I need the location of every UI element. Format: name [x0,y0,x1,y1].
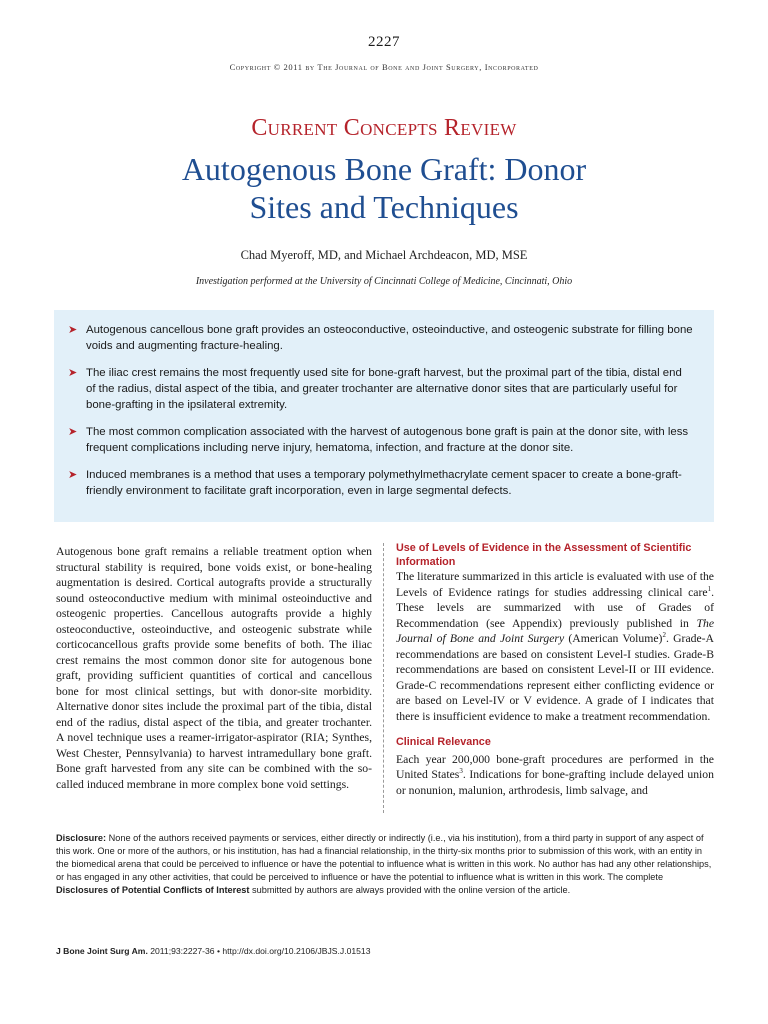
bullet-separator: • [214,946,223,956]
text-run: . Grade-A recommendations are based on consistent Level-I studies. Grade-B recommendations are based on consistent Level-II or III evidence. Grade-C recommendations represent either conflicting evidence or are based on Level-IV or V evidence. A grade of I indicates that there is insufficient evidence to make a treatment recommendation. [396,632,715,723]
summary-item [68,322,694,354]
left-column [56,544,372,792]
footer-citation [56,946,716,956]
summary-item [68,467,694,499]
institution-note: Investigation performed at the University of Cincinnati College of Medicine, Cincinnati, Ohio [195,276,573,287]
right-column [396,542,714,798]
page-number: 2227 [368,34,400,50]
section-heading-levels-of-evidence: Use of Levels of Evidence in the Assessment of Scientific Information [396,542,692,568]
summary-text: The iliac crest remains the most frequently used site for bone-graft harvest, but the proximal part of the tibia, distal end of the radius, distal aspect of the tibia, and greater trochanter are alternative donor sites that are particularly useful for bone-grafting in the ipsilateral extremity. [86,367,682,411]
text-run: Each year 200,000 bone-graft procedures are performed in the United States [396,752,714,781]
title-line-2: Sites and Techniques [249,189,519,225]
clinical-relevance-paragraph [396,752,714,799]
journal-name: The Journal of Bone and Joint Surgery [396,616,714,645]
authors: Chad Myeroff, MD, and Michael Archdeacon, MD, MSE [240,248,528,262]
arrow-bullet-icon: ➤ [68,425,78,438]
summary-box [54,310,714,522]
levels-of-evidence-paragraph [396,569,714,724]
text-run: (American Volume) [564,632,663,645]
summary-item [68,424,694,456]
citation-ref[interactable]: 2 [662,631,666,640]
series-title: Current Concepts Review [251,115,517,141]
citation-ref[interactable]: 1 [707,584,712,593]
article-title [0,150,768,226]
summary-text: Autogenous cancellous bone graft provides an osteoconductive, osteoinductive, and osteogenic substrate for filling bone voids and augmenting fracture-healing. [86,324,693,352]
arrow-bullet-icon: ➤ [68,468,78,481]
text-run: . Indications for bone-grafting include delayed union or nonunion, malunion, arthrodesis, limb salvage, and [396,768,714,797]
citation-details: 2011;93:2227-36 [147,946,215,956]
text-run: . These levels are summarized with use of Grades of Recommendation (see Appendix) previously published in [396,585,714,630]
summary-text: Induced membranes is a method that uses a temporary polymethylmethacrylate cement spacer to create a bone-graft-friendly environment to facilitate graft incorporation, even in large segmental defects. [86,469,682,497]
arrow-bullet-icon: ➤ [68,323,78,336]
arrow-bullet-icon: ➤ [68,366,78,379]
disclosure-text: None of the authors received payments or services, either directly or indirectly (i.e., via his institution), from a third party in support of any aspect of this work. One or more of the authors, or his institution, has had a financial relationship, in the thirty-six months prior to submission of this work, with an entity in the biomedical arena that could be perceived to influence or have the potential to influence what is written in this work. No author has had any other relationships, or has engaged in any other activities, that could be perceived to influence or have the potential to influence what is written in this work. The complete [56,833,712,883]
disclosures-link[interactable]: Disclosures of Potential Conflicts of Interest [56,885,250,896]
disclosure-text: submitted by authors are always provided with the online version of the article. [249,885,571,896]
summary-text: The most common complication associated with the harvest of autogenous bone graft is pain at the donor site, with less frequent complications including nerve injury, hematoma, infection, and fracture at the donor site. [86,426,689,454]
summary-item [68,365,694,413]
disclosure-note [56,832,714,897]
citation-ref[interactable]: 3 [459,767,463,776]
journal-abbrev: J Bone Joint Surg Am. [56,946,148,956]
disclosure-label: Disclosure: [56,833,107,843]
column-divider [383,543,384,813]
text-run: The literature summarized in this article is evaluated with use of the Levels of Evidence ratings for studies addressing clinical care [396,570,714,599]
intro-paragraph: Autogenous bone graft remains a reliable treatment option when structural stability is required, bone voids exist, or bone-healing augmentation is desired. Cortical autografts provide a structurally sound osteoconductive medium with minimal osteoinductive and osteogenic properties. Cancellous autografts provide a highly osteoconductive, osteoinductive, and osteogenic substrate while corticocancellous grafts provide some benefits of both. The iliac crest remains the most common donor site for autogenous bone graft, providing sufficient quantities of cortical and cancellous bone for most clinical settings, but with donor-site morbidity. Alternative donor sites include the proximal part of the tibia, distal end of the radius, distal aspect of the tibia, and greater trochanter. A novel technique uses a reamer-irrigator-aspirator (RIA; Synthes, West Chester, Pennsylvania) to harvest intramedullary bone graft. Bone graft harvested from any site can be combined with the so-called induced membrane in more complex bone void settings. [56,545,372,791]
copyright-line: Copyright © 2011 by The Journal of Bone and Joint Surgery, Incorporated [229,62,539,72]
section-heading-clinical-relevance: Clinical Relevance [396,736,491,748]
doi-link[interactable]: http://dx.doi.org/10.2106/JBJS.J.01513 [222,946,371,956]
title-line-1: Autogenous Bone Graft: Donor [181,151,587,187]
